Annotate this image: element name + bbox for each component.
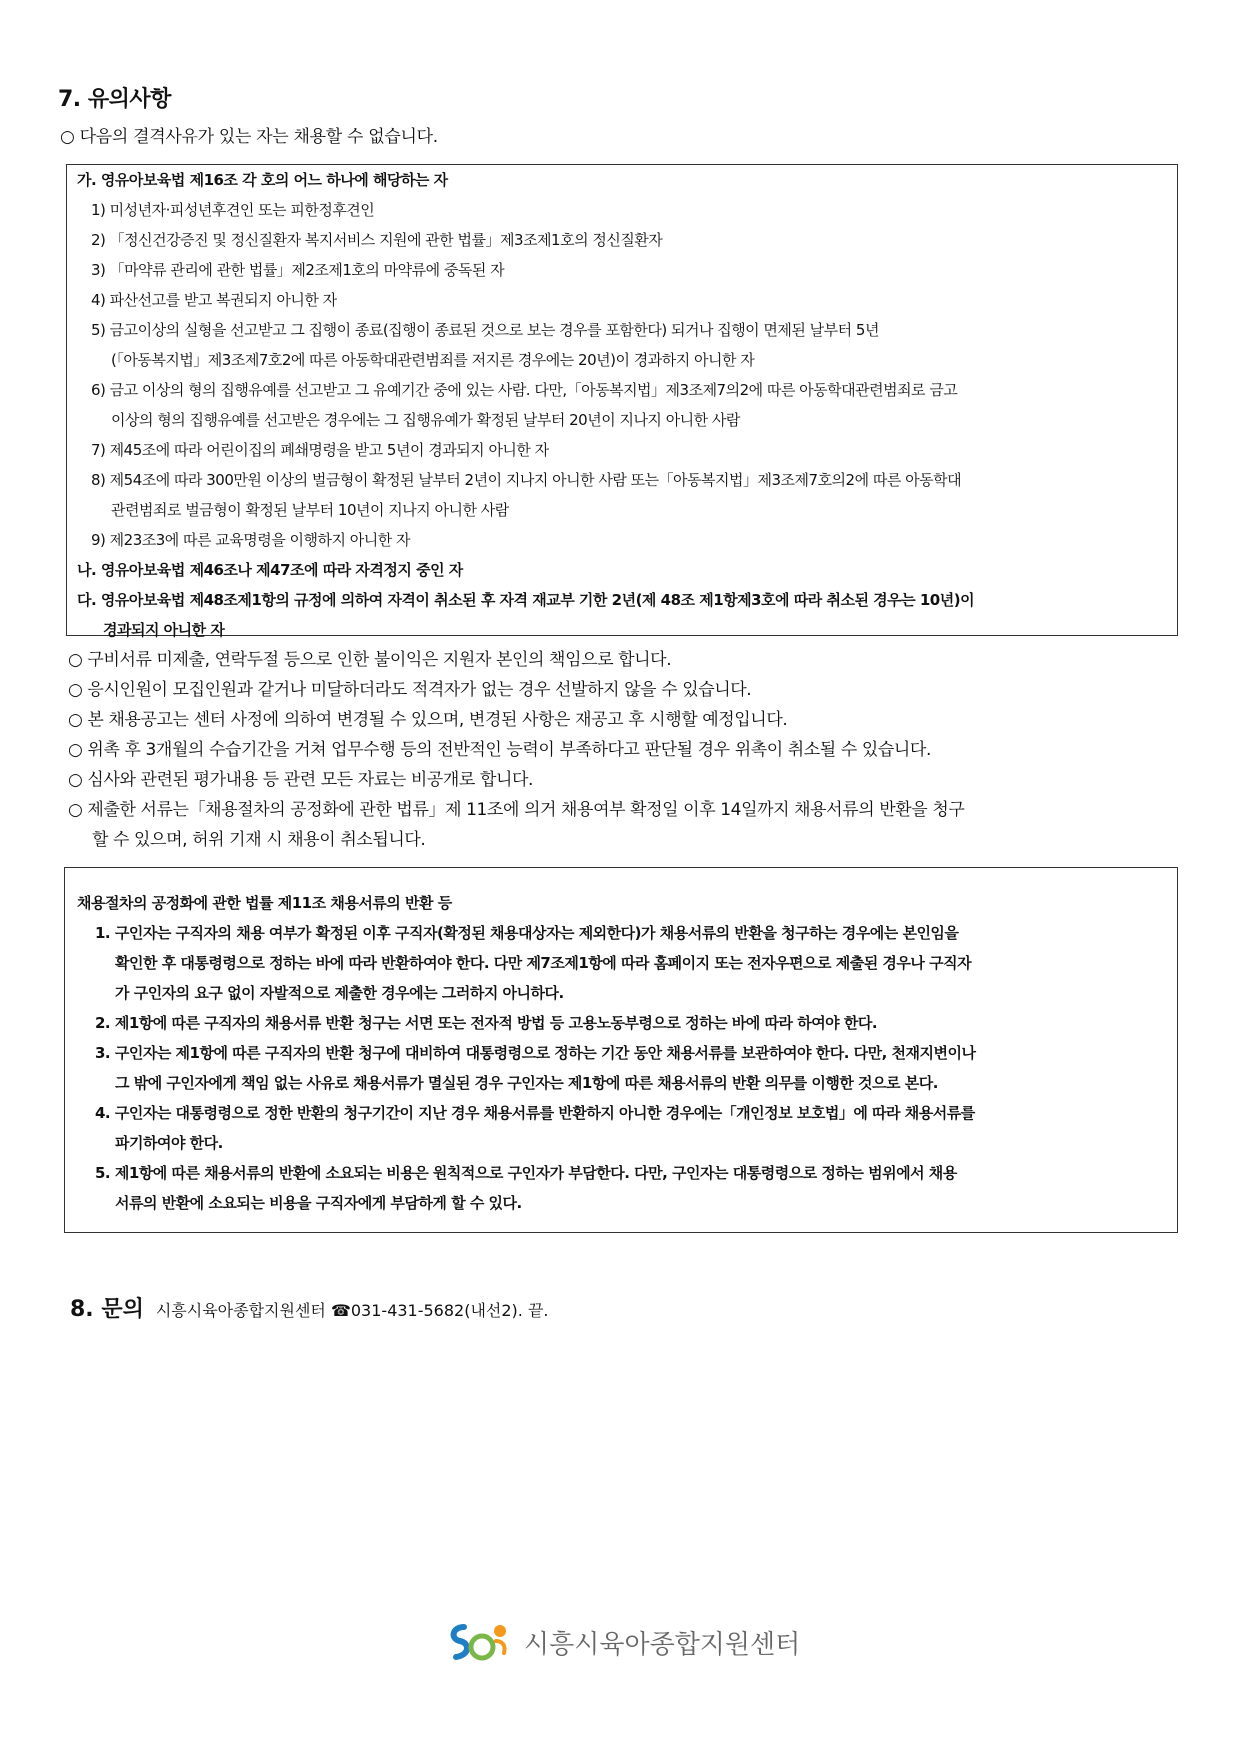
center-logo-icon [446, 1619, 516, 1665]
list-item-continued: 이상의 형의 집행유예를 선고받은 경우에는 그 집행유예가 확정된 날부터 20년이 지나지 아니한 사람 [111, 411, 740, 429]
list-item: 6) 금고 이상의 형의 집행유예를 선고받고 그 유예기간 중에 있는 사람. 다만,「아동복지법」제3조제7의2에 따른 아동학대관련범죄로 금고 [91, 381, 958, 399]
notice-list [68, 645, 1178, 855]
section-lead: ○ 다음의 결격사유가 있는 자는 채용할 수 없습니다. [60, 127, 438, 147]
notice-item: ○ 본 채용공고는 센터 사정에 의하여 변경될 수 있으며, 변경된 사항은 재공고 후 시행할 예정입니다. [68, 710, 788, 730]
section-title: 7. 유의사항 [58, 87, 171, 112]
inquiry-label: 8. 문의 [70, 1297, 144, 1322]
law-line-continued: 확인한 후 대통령령으로 정하는 바에 따라 반환하여야 한다. 다만 제7조제1항에 따라 홈페이지 또는 전자우편으로 제출된 경우나 구직자 [115, 954, 972, 972]
list-item: 9) 제23조3에 따른 교육명령을 이행하지 아니한 자 [91, 531, 410, 549]
law-line-continued: 그 밖에 구인자에게 책임 없는 사유로 채용서류가 멸실된 경우 구인자는 제1항에 따른 채용서류의 반환 의무를 이행한 것으로 본다. [115, 1074, 938, 1092]
notice-item: ○ 응시인원이 모집인원과 같거나 미달하더라도 적격자가 없는 경우 선발하지 않을 수 있습니다. [68, 680, 752, 700]
law-line: 3. 구인자는 제1항에 따른 구직자의 반환 청구에 대비하여 대통령령으로 정하는 기간 동안 채용서류를 보관하여야 한다. 다만, 천재지변이나 [95, 1044, 976, 1062]
heading-c-continued: 경과되지 아니한 자 [103, 621, 225, 639]
list-item-continued: (「아동복지법」제3조제7호2에 따른 아동학대관련범죄를 저지른 경우에는 20년)이 경과하지 아니한 자 [111, 351, 755, 369]
list-item: 2) 「정신건강증진 및 정신질환자 복지서비스 지원에 관한 법률」제3조제1호의 정신질환자 [91, 231, 663, 249]
inquiry-line [70, 1292, 549, 1323]
law-line-continued: 가 구인자의 요구 없이 자발적으로 제출한 경우에는 그러하지 아니하다. [115, 984, 564, 1002]
list-item: 8) 제54조에 따라 300만원 이상의 벌금형이 확정된 날부터 2년이 지나지 아니한 사람 또는「아동복지법」제3조제7호의2에 따른 아동학대 [91, 471, 962, 489]
list-item: 5) 금고이상의 실형을 선고받고 그 집행이 종료(집행이 종료된 것으로 보는 경우를 포함한다) 되거나 집행이 면제된 날부터 5년 [91, 321, 879, 339]
heading-b: 나. 영유아보육법 제46조나 제47조에 따라 자격정지 중인 자 [77, 561, 463, 579]
notice-item: ○ 심사와 관련된 평가내용 등 관련 모든 자료는 비공개로 합니다. [68, 770, 534, 790]
list-item: 4) 파산선고를 받고 복권되지 아니한 자 [91, 291, 337, 309]
list-item: 3) 「마약류 관리에 관한 법률」제2조제1호의 마약류에 중독된 자 [91, 261, 505, 279]
notice-item: ○ 위촉 후 3개월의 수습기간을 거쳐 업무수행 등의 전반적인 능력이 부족하다고 판단될 경우 위촉이 취소될 수 있습니다. [68, 740, 931, 760]
notice-item: ○ 구비서류 미제출, 연락두절 등으로 인한 불이익은 지원자 본인의 책임으로 합니다. [68, 650, 672, 670]
heading-a: 가. 영유아보육법 제16조 각 호의 어느 하나에 해당하는 자 [77, 171, 448, 189]
inquiry-text: 시흥시육아종합지원센터 ☎031-431-5682(내선2). 끝. [155, 1301, 549, 1320]
law-line-continued: 파기하여야 한다. [115, 1134, 223, 1152]
list-item-continued: 관련범죄로 벌금형이 확정된 날부터 10년이 지나지 아니한 사람 [111, 501, 509, 519]
law-line: 5. 제1항에 따른 채용서류의 반환에 소요되는 비용은 원칙적으로 구인자가 부담한다. 다만, 구인자는 대통령령으로 정하는 범위에서 채용 [95, 1164, 957, 1182]
footer-logo [446, 1617, 800, 1667]
notice-item-continued: 할 수 있으며, 허위 기재 시 채용이 취소됩니다. [92, 830, 426, 850]
law-line: 2. 제1항에 따른 구직자의 채용서류 반환 청구는 서면 또는 전자적 방법 등 고용노동부령으로 정하는 바에 따라 하여야 한다. [95, 1014, 878, 1032]
disqualification-box [66, 164, 1178, 639]
list-item: 1) 미성년자·피성년후견인 또는 피한정후견인 [91, 201, 375, 219]
law-line: 4. 구인자는 대통령령으로 정한 반환의 청구기간이 지난 경우 채용서류를 반환하지 아니한 경우에는「개인정보 보호법」에 따라 채용서류를 [95, 1104, 975, 1122]
footer-logo-text: 시흥시육아종합지원센터 [524, 1629, 801, 1660]
list-item: 7) 제45조에 따라 어린이집의 폐쇄명령을 받고 5년이 경과되지 아니한 자 [91, 441, 549, 459]
heading-c: 다. 영유아보육법 제48조제1항의 규정에 의하여 자격이 취소된 후 자격 재교부 기한 2년(제 48조 제1항제3호에 따라 취소된 경우는 10년)이 [77, 591, 975, 609]
law-box-title: 채용절차의 공정화에 관한 법률 제11조 채용서류의 반환 등 [77, 894, 452, 912]
law-line: 1. 구인자는 구직자의 채용 여부가 확정된 이후 구직자(확정된 채용대상자는 제외한다)가 채용서류의 반환을 청구하는 경우에는 본인임을 [95, 924, 959, 942]
notice-item: ○ 제출한 서류는「채용절차의 공정화에 관한 법류」제 11조에 의거 채용여부 확정일 이후 14일까지 채용서류의 반환을 청구 [68, 800, 965, 820]
law-box [64, 867, 1178, 1233]
law-line-continued: 서류의 반환에 소요되는 비용을 구직자에게 부담하게 할 수 있다. [115, 1194, 522, 1212]
